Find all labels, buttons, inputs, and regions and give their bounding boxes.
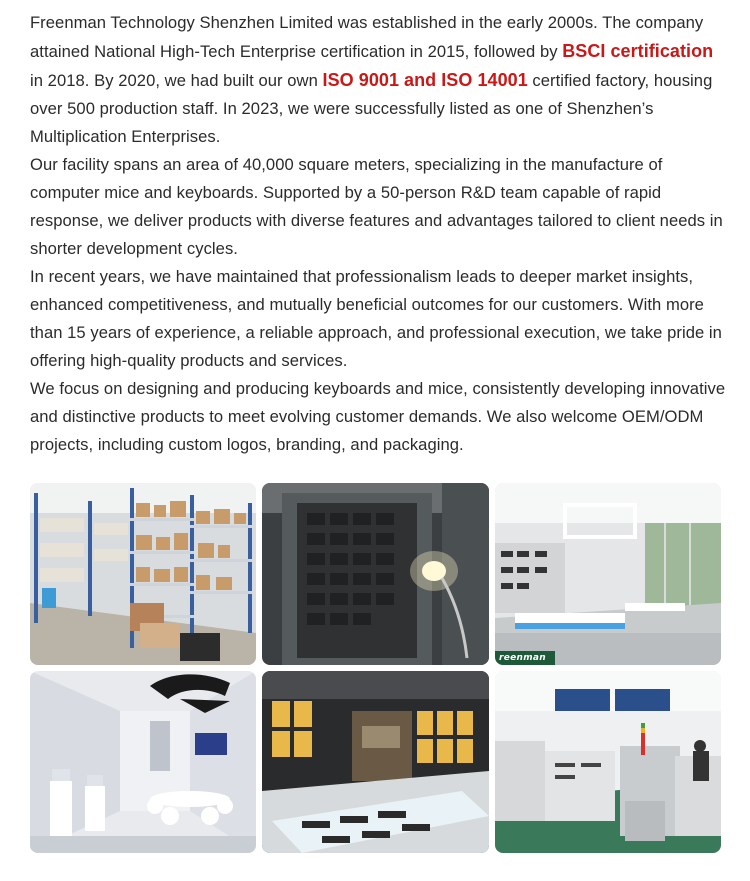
keyboard-mold-photo	[262, 483, 489, 665]
showroom-photo	[495, 483, 721, 665]
paragraph-experience: In recent years, we have maintained that professionalism leads to deeper market insights, enhanced competitiveness, and mutually beneficial outcomes for our customers. With more than 15 years of experience, a reliable approach, and professional execution, we take pride in offering high-quality products and services.	[30, 267, 722, 370]
company-description	[30, 9, 730, 459]
history-text-1: Freenman Technology Shenzhen Limited was established in the early 2000s. The company attained National High-Tech Enterprise certification in 2015, followed by	[30, 13, 704, 61]
warehouse-photo	[30, 483, 256, 665]
photo-gallery	[30, 483, 721, 853]
production-line-photo	[495, 671, 721, 853]
bsci-highlight: BSCI certification	[562, 41, 714, 61]
iso-highlight: ISO 9001 and ISO 14001	[322, 70, 528, 90]
history-text-2: in 2018. By 2020, we had built our own	[30, 71, 323, 90]
history-text-3: certified factory, housing over 500 production staff. In 2023, we were successfully listed as one of Shenzhen’s Multiplication Enterprises.	[30, 71, 713, 146]
paragraph-history	[30, 9, 730, 151]
showroom-watermark: reenman	[499, 653, 547, 663]
product-display-photo	[262, 671, 489, 853]
meeting-room-photo	[30, 671, 256, 853]
paragraph-focus: We focus on designing and producing keyboards and mice, consistently developing innovative and distinctive products to meet evolving customer demands. We also welcome OEM/ODM projects, including custom logos, branding, and packaging.	[30, 379, 726, 454]
paragraph-facility: Our facility spans an area of 40,000 square meters, specializing in the manufacture of computer mice and keyboards. Supported by a 50-person R&D team capable of rapid response, we deliver products with diverse features and advantages tailored to client needs in shorter development cycles.	[30, 155, 723, 258]
